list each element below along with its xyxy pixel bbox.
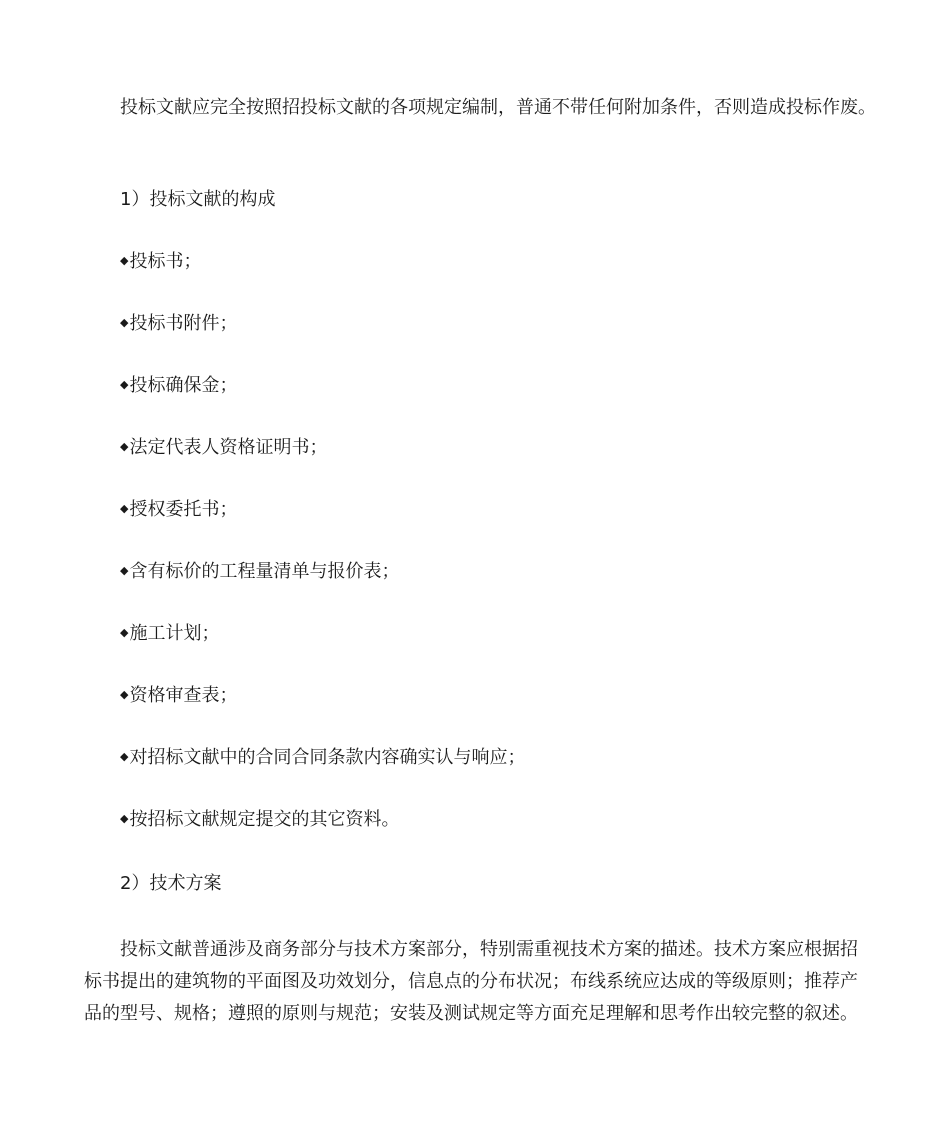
list-item — [120, 622, 219, 648]
list-item — [120, 746, 525, 772]
intro-paragraph: 投标文献应完全按照招投标文献的各项规定编制，普通不带任何附加条件，否则造成投标作废。 — [120, 97, 876, 118]
section-1-heading: 1）投标文献的构成 — [120, 189, 276, 210]
diamond-bullet-icon: ◆ — [120, 812, 129, 825]
technical-plan-paragraph — [84, 934, 874, 1030]
list-item-text: 按招标文献规定提交的其它资料。 — [129, 809, 400, 830]
list-item-text: 投标书； — [129, 251, 202, 272]
diamond-bullet-icon: ◆ — [120, 316, 129, 329]
diamond-bullet-icon: ◆ — [120, 750, 129, 763]
diamond-bullet-icon: ◆ — [120, 564, 129, 577]
list-item-text: 授权委托书； — [129, 499, 238, 520]
diamond-bullet-icon: ◆ — [120, 688, 129, 701]
list-item — [120, 684, 237, 710]
list-item-text: 对招标文献中的合同合同条款内容确实认与响应； — [129, 747, 526, 768]
paragraph-line: 标书提出的建筑物的平面图及功效划分，信息点的分布状况；布线系统应达成的等级原则；推荐产 — [84, 971, 858, 992]
list-item — [120, 250, 201, 276]
list-item-text: 资格审查表； — [129, 685, 238, 706]
section-2-heading: 2）技术方案 — [120, 873, 222, 894]
list-item — [120, 808, 399, 834]
diamond-bullet-icon: ◆ — [120, 440, 129, 453]
diamond-bullet-icon: ◆ — [120, 626, 129, 639]
list-item-text: 含有标价的工程量清单与报价表； — [129, 561, 400, 582]
list-item — [120, 374, 237, 400]
list-item-text: 投标确保金； — [129, 375, 238, 396]
diamond-bullet-icon: ◆ — [120, 254, 129, 267]
list-item — [120, 436, 327, 462]
diamond-bullet-icon: ◆ — [120, 378, 129, 391]
list-item — [120, 498, 237, 524]
diamond-bullet-icon: ◆ — [120, 502, 129, 515]
list-item-text: 投标书附件； — [129, 313, 238, 334]
list-item — [120, 560, 399, 586]
list-item-text: 法定代表人资格证明书； — [129, 437, 328, 458]
paragraph-line: 品的型号、规格；遵照的原则与规范；安装及测试规定等方面充足理解和思考作出较完整的叙述。 — [84, 1003, 858, 1024]
list-item-text: 施工计划； — [129, 623, 220, 644]
paragraph-line: 投标文献普通涉及商务部分与技术方案部分，特别需重视技术方案的描述。技术方案应根据招 — [120, 939, 858, 960]
list-item — [120, 312, 237, 338]
